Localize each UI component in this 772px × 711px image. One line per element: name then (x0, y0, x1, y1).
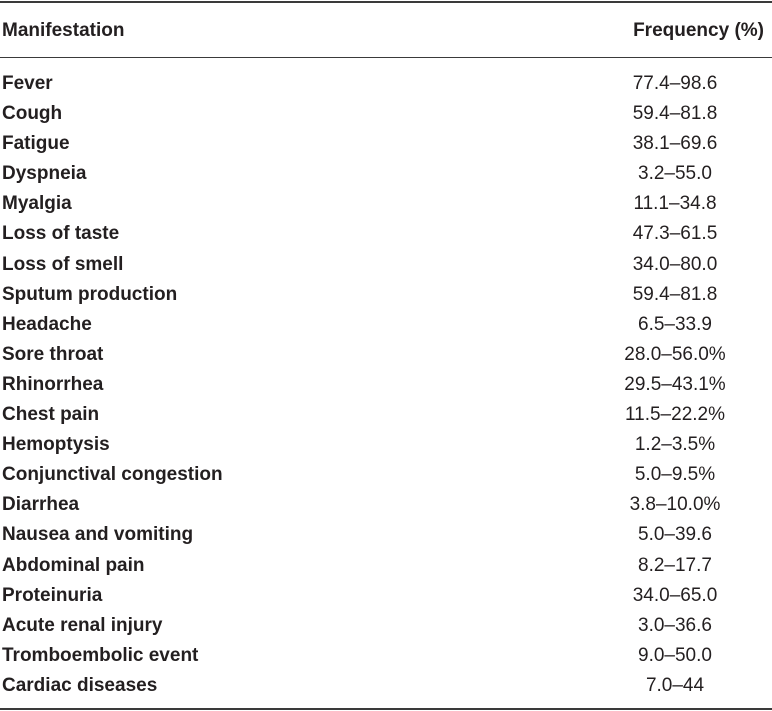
table-row (0, 188, 772, 218)
table-row (0, 580, 772, 610)
table-row (0, 399, 772, 429)
manifestation-cell: Loss of smell (2, 253, 124, 275)
manifestation-cell: Hemoptysis (2, 434, 110, 456)
manifestation-cell: Sore throat (2, 343, 104, 365)
manifestation-cell: Fever (2, 73, 53, 94)
table-bottom-rule (0, 708, 772, 710)
manifestation-cell: Nausea and vomiting (2, 524, 194, 546)
frequency-cell: 3.2–55.0 (638, 163, 712, 185)
table-body (0, 68, 772, 700)
manifestation-cell: Abdominal pain (2, 554, 145, 576)
manifestation-cell: Cardiac diseases (2, 674, 158, 696)
table-row (0, 670, 772, 700)
frequency-cell: 3.8–10.0% (629, 494, 721, 516)
header-frequency: Frequency (%) (633, 20, 764, 41)
table-row (0, 610, 772, 640)
table-row (0, 279, 772, 309)
table-header-rule (0, 57, 772, 58)
frequency-cell: 28.0–56.0% (624, 343, 726, 365)
table-row (0, 640, 772, 670)
frequency-cell: 59.4–81.8 (632, 283, 718, 305)
manifestation-cell: Conjunctival congestion (2, 464, 223, 486)
frequency-cell: 38.1–69.6 (632, 133, 718, 155)
frequency-cell: 1.2–3.5% (634, 434, 716, 456)
table-row (0, 218, 772, 248)
table-row (0, 128, 772, 158)
manifestation-cell: Rhinorrhea (2, 373, 104, 395)
manifestation-cell: Sputum production (2, 283, 178, 305)
manifestation-cell: Chest pain (2, 404, 100, 426)
table-row (0, 309, 772, 339)
frequency-cell: 9.0–50.0 (638, 644, 712, 666)
frequency-cell: 11.1–34.8 (633, 193, 717, 215)
manifestation-cell: Loss of taste (2, 223, 120, 245)
frequency-cell: 11.5–22.2% (624, 404, 725, 426)
table-row (0, 339, 772, 369)
table-row (0, 429, 772, 459)
manifestation-cell: Headache (2, 313, 92, 335)
table-row (0, 550, 772, 580)
table-row (0, 369, 772, 399)
frequency-cell: 6.5–33.9 (638, 313, 712, 335)
frequency-cell: 5.0–9.5% (634, 464, 716, 486)
frequency-cell: 29.5–43.1% (624, 373, 726, 395)
table-header-row (0, 3, 772, 57)
frequency-cell: 7.0–44 (645, 674, 705, 696)
frequency-cell: 59.4–81.8 (632, 103, 718, 125)
manifestation-cell: Dyspneia (2, 163, 87, 185)
table-row (0, 68, 772, 98)
manifestation-cell: Diarrhea (2, 494, 80, 516)
frequency-cell: 77.4–98.6 (632, 73, 718, 94)
manifestation-cell: Fatigue (2, 133, 70, 155)
table-row (0, 158, 772, 188)
header-manifestation: Manifestation (2, 20, 125, 41)
frequency-cell: 34.0–65.0 (632, 584, 718, 606)
manifestation-cell: Tromboembolic event (2, 644, 199, 666)
table-row (0, 459, 772, 489)
table-row (0, 249, 772, 279)
frequency-cell: 3.0–36.6 (638, 614, 712, 636)
manifestation-cell: Cough (2, 103, 63, 125)
frequency-cell: 5.0–39.6 (638, 524, 712, 546)
frequency-cell: 8.2–17.7 (638, 554, 712, 576)
manifestation-cell: Acute renal injury (2, 614, 163, 636)
table-row (0, 489, 772, 519)
table-row (0, 519, 772, 549)
frequency-cell: 34.0–80.0 (632, 253, 718, 275)
manifestation-cell: Myalgia (2, 193, 72, 215)
table-row (0, 98, 772, 128)
manifestation-cell: Proteinuria (2, 584, 103, 606)
frequency-cell: 47.3–61.5 (632, 223, 718, 245)
